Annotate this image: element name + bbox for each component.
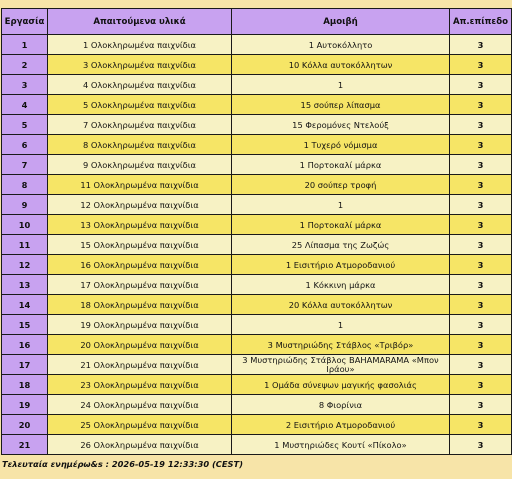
reward-cell: 20 Κόλλα αυτοκόλλητων xyxy=(232,295,450,315)
last-updated-text: Τελευταία ενημέρω&s : 2026-05-19 12:33:30 (CEST) xyxy=(2,459,243,469)
level-cell: 3 xyxy=(450,295,512,315)
reward-cell: 8 Φιορίνια xyxy=(232,395,450,415)
table-row xyxy=(2,375,512,395)
task-number-cell: 2 xyxy=(2,55,48,75)
header-materials: Απαιτούμενα υλικά xyxy=(48,9,232,35)
reward-cell: 1 Πορτοκαλί μάρκα xyxy=(232,155,450,175)
table-row xyxy=(2,415,512,435)
reward-cell: 1 Μυστηριώδες Κουτί «Πίκολο» xyxy=(232,435,450,455)
table-row xyxy=(2,135,512,155)
level-cell: 3 xyxy=(450,95,512,115)
materials-cell: 23 Ολοκληρωμένα παιχνίδια xyxy=(48,375,232,395)
reward-cell: 15 σούπερ λίπασμα xyxy=(232,95,450,115)
task-number-cell: 11 xyxy=(2,235,48,255)
level-cell: 3 xyxy=(450,215,512,235)
materials-cell: 15 Ολοκληρωμένα παιχνίδια xyxy=(48,235,232,255)
table-row xyxy=(2,295,512,315)
table-body xyxy=(2,35,512,455)
level-cell: 3 xyxy=(450,315,512,335)
reward-cell: 2 Εισιτήριο Ατμοροδανιού xyxy=(232,415,450,435)
reward-cell: 15 Φερομόνες Ντελούξ xyxy=(232,115,450,135)
reward-cell: 1 xyxy=(232,315,450,335)
level-cell: 3 xyxy=(450,395,512,415)
task-number-cell: 8 xyxy=(2,175,48,195)
level-cell: 3 xyxy=(450,415,512,435)
task-number-cell: 3 xyxy=(2,75,48,95)
level-cell: 3 xyxy=(450,35,512,55)
table-row xyxy=(2,55,512,75)
reward-cell: 1 xyxy=(232,75,450,95)
level-cell: 3 xyxy=(450,175,512,195)
table-row xyxy=(2,75,512,95)
materials-cell: 8 Ολοκληρωμένα παιχνίδια xyxy=(48,135,232,155)
task-number-cell: 4 xyxy=(2,95,48,115)
table-row xyxy=(2,35,512,55)
task-number-cell: 21 xyxy=(2,435,48,455)
reward-cell: 3 Μυστηριώδης Στάβλος «Τριβόρ» xyxy=(232,335,450,355)
level-cell: 3 xyxy=(450,375,512,395)
table-row xyxy=(2,195,512,215)
level-cell: 3 xyxy=(450,55,512,75)
materials-cell: 5 Ολοκληρωμένα παιχνίδια xyxy=(48,95,232,115)
materials-cell: 9 Ολοκληρωμένα παιχνίδια xyxy=(48,155,232,175)
level-cell: 3 xyxy=(450,355,512,375)
materials-cell: 18 Ολοκληρωμένα παιχνίδια xyxy=(48,295,232,315)
table-row xyxy=(2,95,512,115)
reward-cell: 25 Λίπασμα της Ζωζώς xyxy=(232,235,450,255)
header-reward: Αμοιβή xyxy=(232,9,450,35)
table-row xyxy=(2,355,512,375)
table-row xyxy=(2,435,512,455)
task-number-cell: 6 xyxy=(2,135,48,155)
table-row xyxy=(2,335,512,355)
materials-cell: 17 Ολοκληρωμένα παιχνίδια xyxy=(48,275,232,295)
level-cell: 3 xyxy=(450,255,512,275)
table-row xyxy=(2,315,512,335)
materials-cell: 25 Ολοκληρωμένα παιχνίδια xyxy=(48,415,232,435)
reward-cell: 1 Πορτοκαλί μάρκα xyxy=(232,215,450,235)
header-level: Απ.επίπεδο xyxy=(450,9,512,35)
reward-cell: 10 Κόλλα αυτοκόλλητων xyxy=(232,55,450,75)
materials-cell: 20 Ολοκληρωμένα παιχνίδια xyxy=(48,335,232,355)
table-row xyxy=(2,115,512,135)
reward-cell: 1 Τυχερό νόμισμα xyxy=(232,135,450,155)
level-cell: 3 xyxy=(450,335,512,355)
materials-cell: 13 Ολοκληρωμένα παιχνίδια xyxy=(48,215,232,235)
materials-cell: 4 Ολοκληρωμένα παιχνίδια xyxy=(48,75,232,95)
level-cell: 3 xyxy=(450,195,512,215)
task-number-cell: 15 xyxy=(2,315,48,335)
reward-cell: 3 Μυστηριώδης Στάβλος BAHAMARAMA «Μπον Ιράου» xyxy=(232,355,450,375)
task-number-cell: 14 xyxy=(2,295,48,315)
level-cell: 3 xyxy=(450,75,512,95)
table-row xyxy=(2,175,512,195)
reward-cell: 1 Εισιτήριο Ατμοροδανιού xyxy=(232,255,450,275)
materials-cell: 3 Ολοκληρωμένα παιχνίδια xyxy=(48,55,232,75)
materials-cell: 26 Ολοκληρωμένα παιχνίδια xyxy=(48,435,232,455)
level-cell: 3 xyxy=(450,135,512,155)
reward-cell: 1 Ομάδα σύνεψων μαγικής φασολιάς xyxy=(232,375,450,395)
reward-cell: 1 Κόκκινη μάρκα xyxy=(232,275,450,295)
tasks-table xyxy=(1,8,512,455)
task-number-cell: 7 xyxy=(2,155,48,175)
table-row xyxy=(2,155,512,175)
header-task: Εργασία xyxy=(2,9,48,35)
materials-cell: 12 Ολοκληρωμένα παιχνίδια xyxy=(48,195,232,215)
level-cell: 3 xyxy=(450,275,512,295)
materials-cell: 11 Ολοκληρωμένα παιχνίδια xyxy=(48,175,232,195)
task-number-cell: 13 xyxy=(2,275,48,295)
materials-cell: 1 Ολοκληρωμένα παιχνίδια xyxy=(48,35,232,55)
table-row xyxy=(2,395,512,415)
level-cell: 3 xyxy=(450,155,512,175)
task-number-cell: 1 xyxy=(2,35,48,55)
reward-cell: 1 Αυτοκόλλητο xyxy=(232,35,450,55)
task-number-cell: 19 xyxy=(2,395,48,415)
reward-cell: 1 xyxy=(232,195,450,215)
reward-cell: 20 σούπερ τροφή xyxy=(232,175,450,195)
materials-cell: 7 Ολοκληρωμένα παιχνίδια xyxy=(48,115,232,135)
task-number-cell: 9 xyxy=(2,195,48,215)
materials-cell: 16 Ολοκληρωμένα παιχνίδια xyxy=(48,255,232,275)
table-row xyxy=(2,275,512,295)
task-number-cell: 10 xyxy=(2,215,48,235)
materials-cell: 21 Ολοκληρωμένα παιχνίδια xyxy=(48,355,232,375)
task-number-cell: 20 xyxy=(2,415,48,435)
table-row xyxy=(2,255,512,275)
task-number-cell: 5 xyxy=(2,115,48,135)
materials-cell: 24 Ολοκληρωμένα παιχνίδια xyxy=(48,395,232,415)
materials-cell: 19 Ολοκληρωμένα παιχνίδια xyxy=(48,315,232,335)
task-number-cell: 16 xyxy=(2,335,48,355)
table-header-row xyxy=(2,9,512,35)
table-row xyxy=(2,215,512,235)
level-cell: 3 xyxy=(450,115,512,135)
level-cell: 3 xyxy=(450,235,512,255)
level-cell: 3 xyxy=(450,435,512,455)
task-number-cell: 18 xyxy=(2,375,48,395)
task-number-cell: 17 xyxy=(2,355,48,375)
table-row xyxy=(2,235,512,255)
task-number-cell: 12 xyxy=(2,255,48,275)
